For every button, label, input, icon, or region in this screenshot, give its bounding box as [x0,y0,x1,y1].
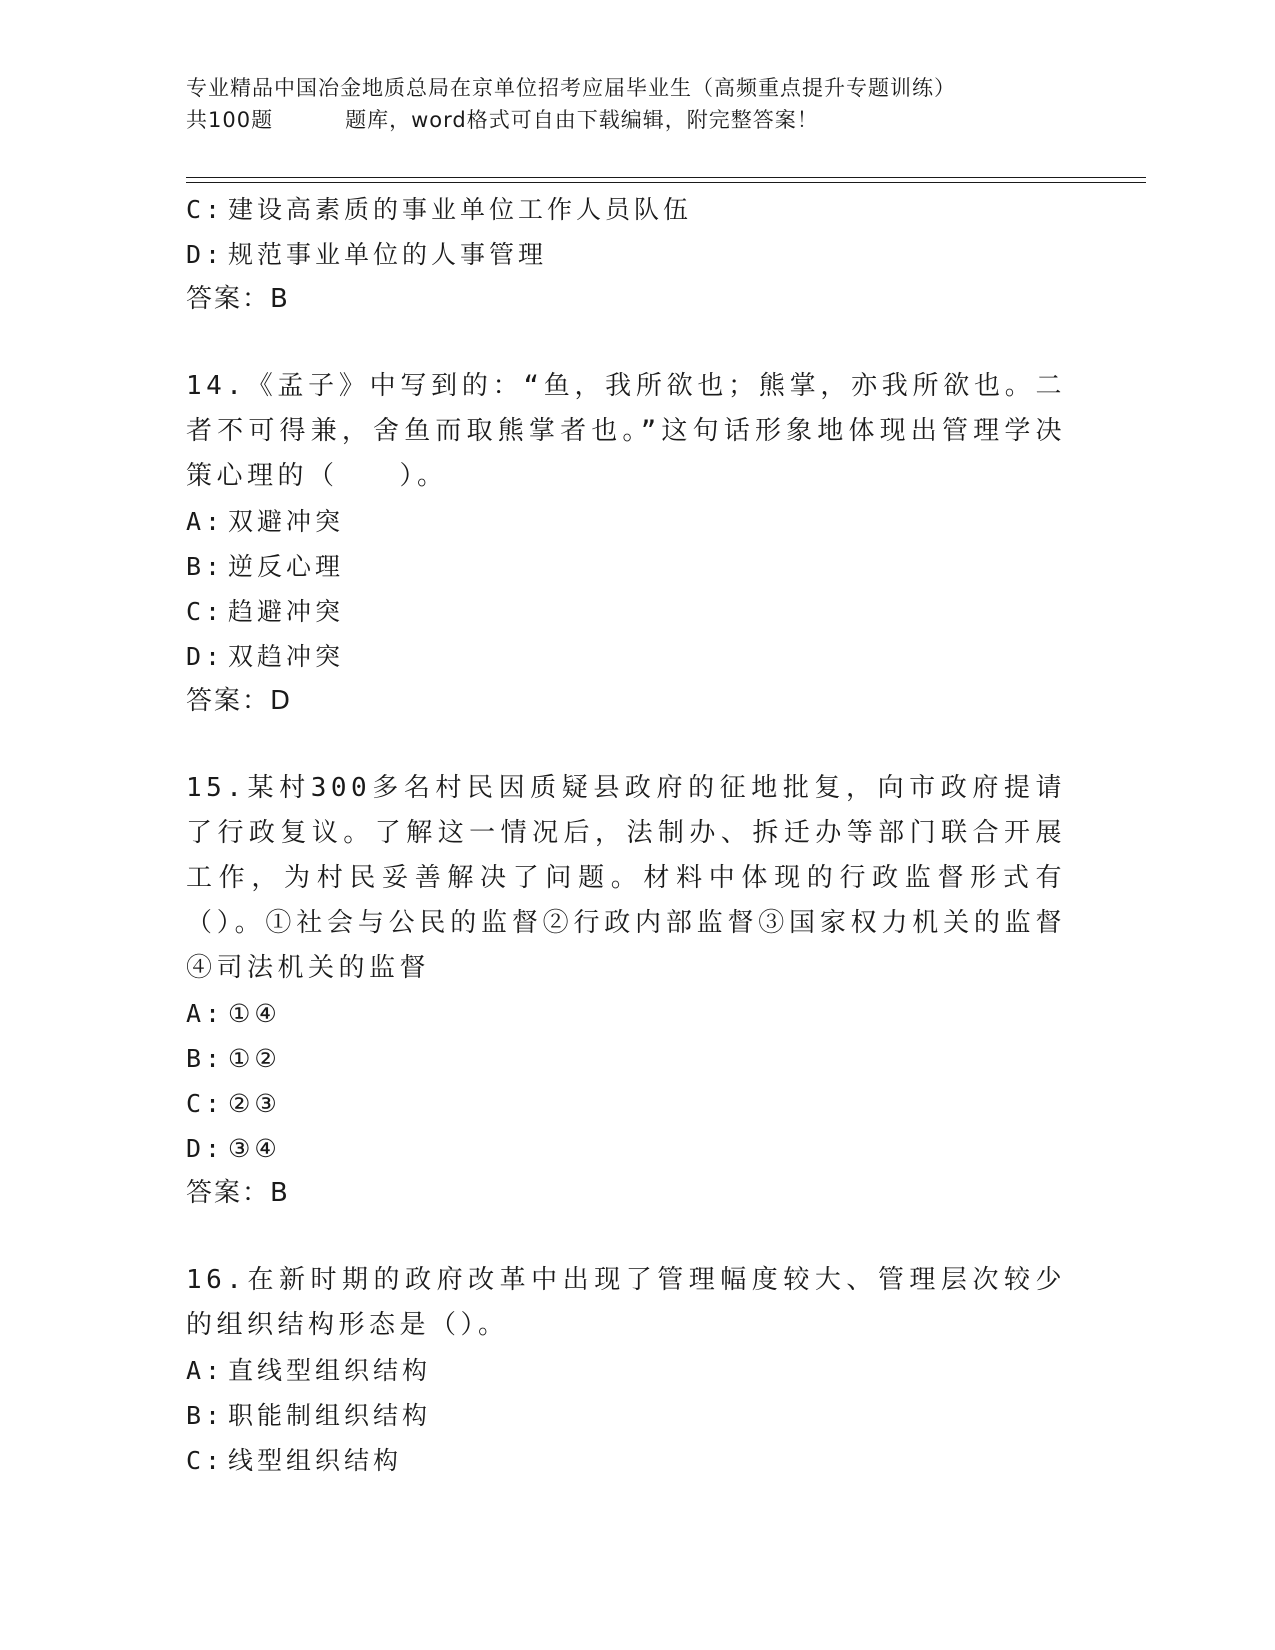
question-15 [186,766,1086,1216]
question-stem: 16.在新时期的政府改革中出现了管理幅度较大、管理层次较少的组织结构形态是（）。 [186,1265,1066,1340]
question-list [186,187,1086,1483]
answer-14: 答案：D [186,686,293,716]
answer-13: 答案：B [186,284,290,314]
option-b: B: 职能制组织结构 [186,1401,432,1430]
header-description: 题库，word格式可自由下载编辑，附完整答案！ [345,108,819,132]
answer-15: 答案：B [186,1178,290,1208]
option-a: A: 双避冲突 [186,507,345,536]
option-c: C: 建设高素质的事业单位工作人员队伍 [186,195,693,224]
option-a: A: 直线型组织结构 [186,1356,432,1385]
option-c: C: ②③ [186,1089,281,1118]
header-divider-bottom [186,182,1146,183]
question-stem: 14.《孟子》中写到的：“鱼，我所欲也；熊掌，亦我所欲也。二者不可得兼，舍鱼而取熊掌者也。”这句话形象地体现出管理学决策心理的（ ）。 [186,371,1066,491]
header-question-count: 共100题 [186,108,274,132]
question-16 [186,1258,1086,1483]
question-13 [186,187,1086,322]
header-divider-top [186,177,1146,178]
option-d: D: 规范事业单位的人事管理 [186,240,548,269]
option-c: C: 趋避冲突 [186,597,345,626]
header-title: 专业精品中国冶金地质总局在京单位招考应届毕业生（高频重点提升专题训练） [186,76,956,100]
option-d: D: 双趋冲突 [186,642,345,671]
option-c: C: 线型组织结构 [186,1446,403,1475]
question-stem: 15.某村300多名村民因质疑县政府的征地批复，向市政府提请了行政复议。了解这一情况后，法制办、拆迁办等部门联合开展工作，为村民妥善解决了问题。材料中体现的行政监督形式有（）。①社会与公民的监督②行政内部监督③国家权力机关的监督④司法机关的监督 [186,773,1066,983]
option-b: B: 逆反心理 [186,552,345,581]
question-14 [186,364,1086,724]
option-a: A: ①④ [186,999,281,1028]
header-subtitle [186,104,1106,136]
document-header [186,72,1106,136]
option-d: D: ③④ [186,1134,281,1163]
option-b: B: ①② [186,1044,281,1073]
